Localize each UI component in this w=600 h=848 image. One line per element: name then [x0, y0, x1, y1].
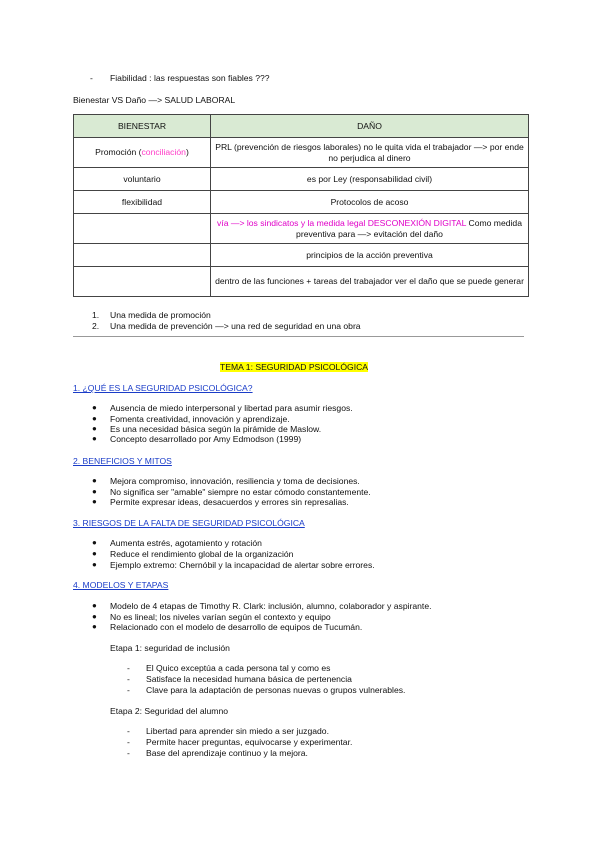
cell-right: Protocolos de acoso	[211, 191, 529, 214]
bullet-icon: ●	[92, 487, 97, 496]
etapa-title: Etapa 2: Seguridad del alumno	[110, 706, 229, 716]
cell-right	[211, 214, 529, 244]
section-title[interactable]: 1. ¿QUÉ ES LA SEGURIDAD PSICOLÓGICA?	[73, 383, 253, 393]
conciliacion-text: conciliación	[141, 147, 186, 157]
list-item: Clave para la adaptación de personas nuevas o grupos vulnerables.	[146, 685, 406, 695]
section-title[interactable]: 3. RIESGOS DE LA FALTA DE SEGURIDAD PSICOLÓGICA	[73, 518, 305, 528]
list-item: Ausencia de miedo interpersonal y libertad para asumir riesgos.	[110, 403, 353, 413]
bullet-icon: ●	[92, 424, 97, 433]
dash-bullet: -	[127, 748, 130, 758]
cell-text: )	[185, 147, 189, 157]
cell-left: voluntario	[74, 168, 211, 191]
bullet-icon: ●	[92, 497, 97, 506]
dash-bullet: -	[127, 726, 130, 736]
dash-bullet: -	[127, 737, 130, 747]
cell-left: flexibilidad	[74, 191, 211, 214]
list-item: Permite hacer preguntas, equivocarse y experimentar.	[146, 737, 353, 747]
table-row	[74, 191, 529, 214]
table-row	[74, 214, 529, 244]
table-header-row	[74, 115, 529, 138]
list-item: Libertad para aprender sin miedo a ser juzgado.	[146, 726, 329, 736]
dash-bullet: -	[90, 73, 93, 83]
dash-bullet: -	[127, 674, 130, 684]
horizontal-divider	[73, 336, 524, 337]
cell-text: Como medida preventiva para —> evitación del daño	[296, 217, 522, 239]
cell-left	[74, 267, 211, 297]
bullet-icon: ●	[92, 414, 97, 423]
cell-left	[74, 138, 211, 168]
desconexion-digital-text: vía —> los sindicatos y la medida legal DESCONEXIÓN DIGITAL	[217, 217, 467, 228]
list-item: Base del aprendizaje continuo y la mejora.	[146, 748, 308, 758]
table-row	[74, 244, 529, 267]
fiabilidad-text: Fiabilidad : las respuestas son fiables ???	[110, 73, 270, 83]
cell-text: Promoción (	[95, 147, 142, 157]
list-item: Ejemplo extremo: Chernóbil y la incapacidad de alertar sobre errores.	[110, 560, 375, 570]
dash-bullet: -	[127, 685, 130, 695]
bullet-icon: ●	[92, 434, 97, 443]
bienestar-dano-table	[73, 114, 529, 297]
header-dano: DAÑO	[211, 115, 529, 138]
bienestar-vs-dano-line: Bienestar VS Daño —> SALUD LABORAL	[73, 95, 236, 105]
list-item: Aumenta estrés, agotamiento y rotación	[110, 538, 262, 548]
list-item: Reduce el rendimiento global de la organización	[110, 549, 294, 559]
header-bienestar: BIENESTAR	[74, 115, 211, 138]
list-number: 1.	[92, 310, 100, 320]
bullet-icon: ●	[92, 622, 97, 631]
list-item: Una medida de prevención —> una red de seguridad en una obra	[110, 321, 361, 331]
list-item: Concepto desarrollado por Amy Edmodson (1999)	[110, 434, 302, 444]
cell-right: principios de la acción preventiva	[211, 244, 529, 267]
section-title[interactable]: 4. MODELOS Y ETAPAS	[73, 580, 169, 590]
list-item: Fomenta creatividad, innovación y aprendizaje.	[110, 414, 290, 424]
cell-right: es por Ley (responsabilidad civil)	[211, 168, 529, 191]
bullet-icon: ●	[92, 476, 97, 485]
list-item: Satisface la necesidad humana básica de pertenencia	[146, 674, 352, 684]
bullet-icon: ●	[92, 612, 97, 621]
list-item: Relacionado con el modelo de desarrollo de equipos de Tucumán.	[110, 622, 363, 632]
list-item: Una medida de promoción	[110, 310, 211, 320]
list-number: 2.	[92, 321, 100, 331]
bullet-icon: ●	[92, 538, 97, 547]
bullet-icon: ●	[92, 549, 97, 558]
list-item: El Quico exceptúa a cada persona tal y como es	[146, 663, 331, 673]
list-item: Mejora compromiso, innovación, resiliencia y toma de decisiones.	[110, 476, 360, 486]
tema-title: TEMA 1: SEGURIDAD PSICOLÓGICA	[220, 362, 369, 372]
list-item: Modelo de 4 etapas de Timothy R. Clark: inclusión, alumno, colaborador y aspirante.	[110, 601, 432, 611]
list-item: No significa ser "amable" siempre no estar cómodo constantemente.	[110, 487, 371, 497]
table-row	[74, 138, 529, 168]
list-item: Es una necesidad básica según la pirámide de Maslow.	[110, 424, 322, 434]
cell-left	[74, 214, 211, 244]
dash-bullet: -	[127, 663, 130, 673]
cell-right: PRL (prevención de riesgos laborales) no le quita vida el trabajador —> por ende no perjudica al dinero	[211, 138, 529, 168]
table-row	[74, 267, 529, 297]
cell-left	[74, 244, 211, 267]
list-item: Permite expresar ideas, desacuerdos y errores sin represalias.	[110, 497, 349, 507]
list-item: No es lineal; los niveles varían según el contexto y equipo	[110, 612, 331, 622]
bullet-icon: ●	[92, 601, 97, 610]
etapa-title: Etapa 1: seguridad de inclusión	[110, 643, 230, 653]
bullet-icon: ●	[92, 560, 97, 569]
table-row	[74, 168, 529, 191]
bullet-icon: ●	[92, 403, 97, 412]
cell-right: dentro de las funciones + tareas del trabajador ver el daño que se puede generar	[211, 267, 529, 297]
section-title[interactable]: 2. BENEFICIOS Y MITOS	[73, 456, 172, 466]
